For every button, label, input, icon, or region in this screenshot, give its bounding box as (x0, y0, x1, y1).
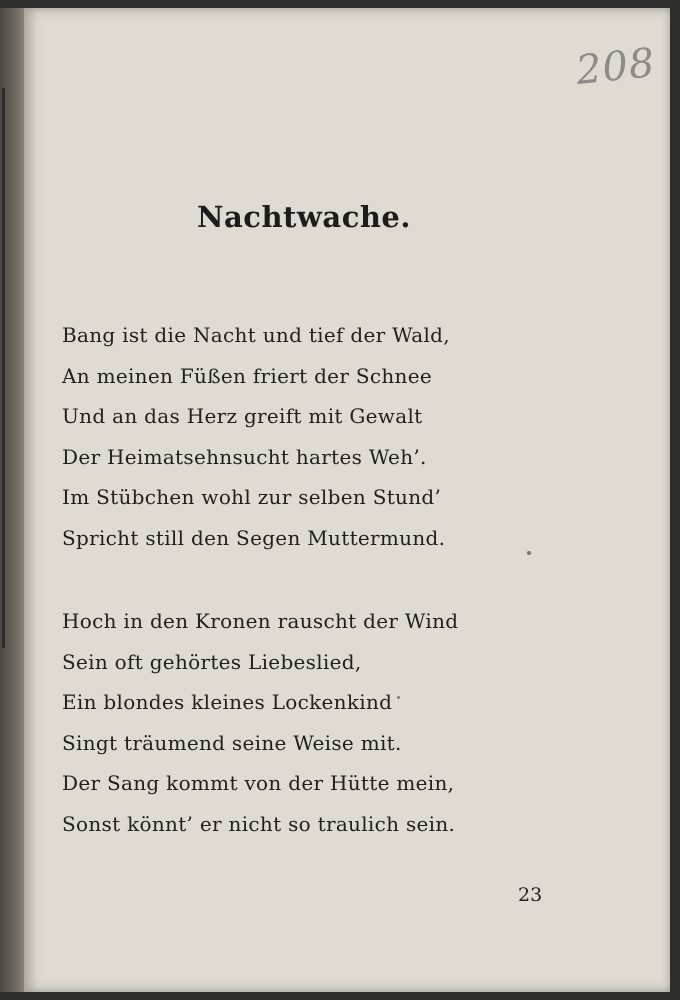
spine-shadow-line (2, 88, 5, 648)
verse-line: Bang ist die Nacht und tief der Wald, (62, 323, 450, 347)
verse-line: Der Sang kommt von der Hütte mein, (62, 771, 455, 795)
book-spine (0, 8, 26, 1000)
scan-background-top (0, 0, 680, 8)
verse-line: Spricht still den Segen Muttermund. (62, 525, 446, 550)
stanza-1 (62, 318, 450, 561)
poem-title: Nachtwache. (197, 200, 411, 234)
verse-line: Sonst könnt’ er nicht so traulich sein. (62, 811, 456, 836)
scan-background-bottom (0, 992, 680, 1000)
scan-background-right (670, 0, 680, 1000)
stanza-2 (62, 604, 458, 847)
verse-line: Und an das Herz greift mit Gewalt (62, 404, 423, 428)
verse-line: Ein blondes kleines Lockenkind (62, 690, 393, 714)
paper-speck (527, 551, 531, 555)
handwritten-folio-number: 208 (573, 39, 658, 95)
verse-line: An meinen Füßen friert der Schnee (62, 363, 432, 388)
verse-line: Hoch in den Kronen rauscht der Wind (62, 609, 459, 633)
book-page (24, 8, 670, 992)
verse-line: Singt träumend seine Weise mit. (62, 730, 402, 755)
page-number: 23 (518, 884, 543, 906)
verse-line: Im Stübchen wohl zur selben Stund’ (62, 485, 442, 509)
paper-speck (397, 696, 400, 699)
verse-line: Sein oft gehörtes Liebeslied, (62, 649, 362, 674)
verse-line: Der Heimatsehnsucht hartes Weh’. (62, 444, 427, 469)
